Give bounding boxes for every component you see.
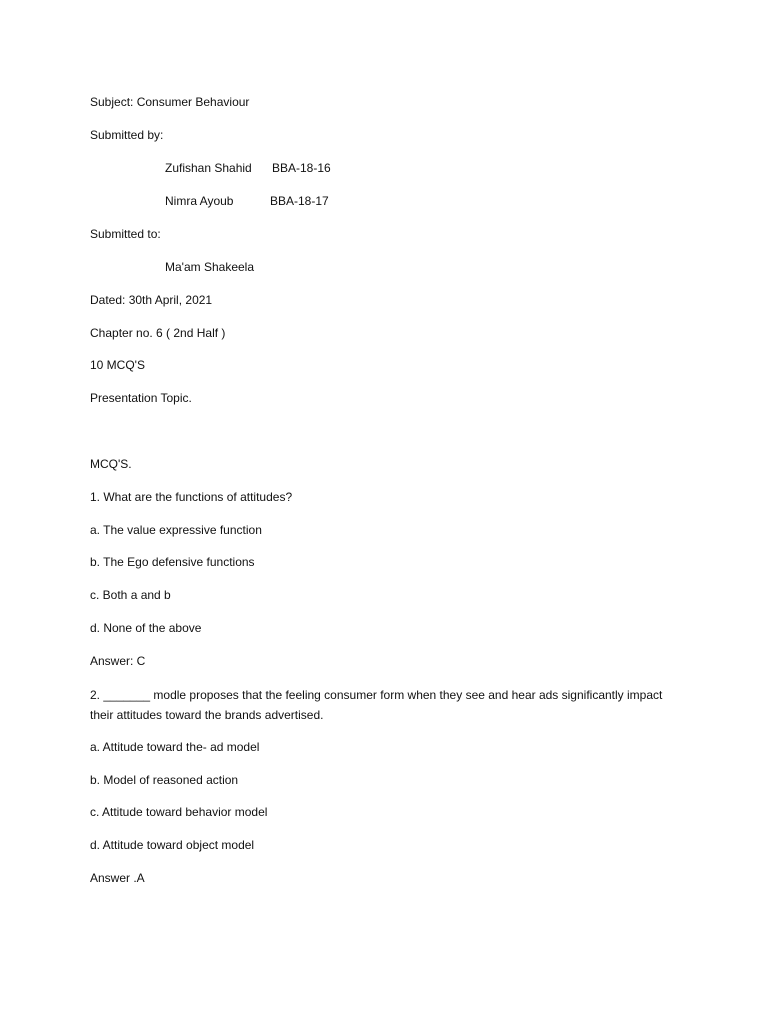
teacher-name: Ma'am Shakeela: [165, 260, 255, 274]
date-line: Dated: 30th April, 2021: [90, 293, 213, 307]
option-item: a. Attitude toward the- ad model: [90, 740, 260, 754]
question-text: 1. What are the functions of attitudes?: [90, 490, 293, 504]
question-text: 2. _______ modle proposes that the feeling consumer form when they see and hear ads significantly impact their attitudes toward the brands advertised.: [90, 688, 663, 722]
submitted-by-label: Submitted by:: [90, 128, 164, 142]
student-name: Zufishan Shahid: [165, 161, 252, 175]
subject-line: Subject: Consumer Behaviour: [90, 95, 250, 109]
option-item: b. Model of reasoned action: [90, 773, 239, 787]
student-row: [165, 192, 329, 211]
option-item: a. The value expressive function: [90, 523, 262, 537]
option-item: c. Attitude toward behavior model: [90, 805, 268, 819]
mcqs-heading: MCQ'S.: [90, 457, 132, 471]
student-id: BBA-18-17: [270, 194, 329, 208]
student-row: [165, 159, 331, 178]
option-item: b. The Ego defensive functions: [90, 555, 255, 569]
student-id: BBA-18-16: [272, 161, 331, 175]
option-item: d. None of the above: [90, 621, 202, 635]
option-item: c. Both a and b: [90, 588, 171, 602]
presentation-topic-line: Presentation Topic.: [90, 391, 192, 405]
mcq-count-line: 10 MCQ'S: [90, 358, 145, 372]
chapter-line: Chapter no. 6 ( 2nd Half ): [90, 326, 226, 340]
student-name: Nimra Ayoub: [165, 194, 234, 208]
submitted-to-label: Submitted to:: [90, 227, 161, 241]
option-item: d. Attitude toward object model: [90, 838, 255, 852]
answer-line: Answer .A: [90, 871, 145, 885]
answer-line: Answer: C: [90, 654, 146, 668]
